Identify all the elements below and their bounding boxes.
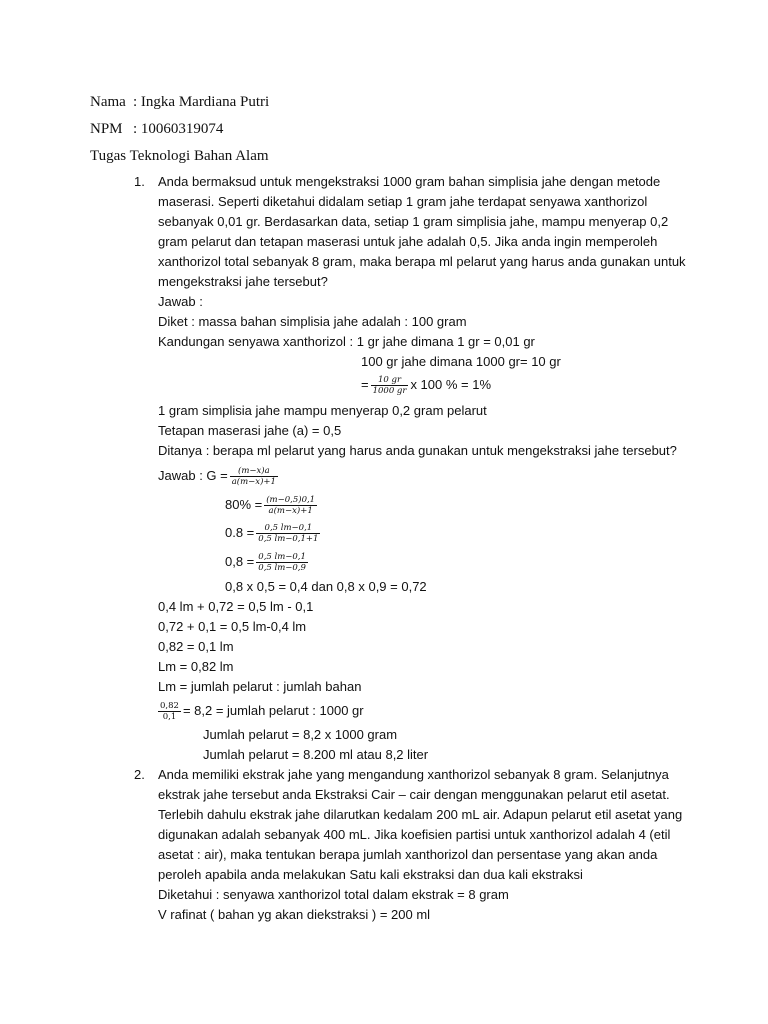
- calc2-suffix: x 100 % = 1%: [410, 377, 492, 392]
- q2-vrafinat: V rafinat ( bahan yg akan diekstraksi ) = 200 ml: [158, 907, 431, 922]
- q1-kandungan: Kandungan senyawa xanthorizol : 1 gr jahe dimana 1 gr = 0,01 gr: [158, 334, 535, 349]
- eq10-suffix: = 8,2 = jumlah pelarut : 1000 gr: [182, 703, 364, 718]
- q1-line: xanthorizol total sebanyak 8 gram, maka berapa ml pelarut yang harus anda gunakan untuk: [158, 254, 686, 269]
- jawab-g-prefix: Jawab : G =: [158, 468, 228, 483]
- eq3-denominator: 0,5 lm−0,9: [258, 563, 306, 574]
- eq3-numerator: 0,5 lm−0,1: [258, 552, 306, 563]
- eq2-fraction: [256, 523, 320, 544]
- q1-number: 1.: [134, 174, 145, 189]
- eq1-numerator: (m−0,5)0,1: [266, 495, 316, 506]
- q1-serap: 1 gram simplisia jahe mampu menyerap 0,2 gram pelarut: [158, 403, 487, 418]
- q1-eq11: Jumlah pelarut = 8,2 x 1000 gram: [203, 727, 398, 742]
- calc2-fraction: [371, 375, 409, 396]
- q1-calc2: [361, 372, 491, 398]
- q1-diket: Diket : massa bahan simplisia jahe adalah : 100 gram: [158, 314, 467, 329]
- q1-eq2: [225, 519, 322, 547]
- q1-eq5: 0,4 lm + 0,72 = 0,5 lm - 0,1: [158, 599, 314, 614]
- q1-tetapan: Tetapan maserasi jahe (a) = 0,5: [158, 423, 342, 438]
- q2-line: asetat : air), maka tentukan berapa jumlah xanthorizol dan persentase yang akan anda: [158, 847, 658, 862]
- calc2-numerator: 10 gr: [371, 375, 409, 386]
- q1-eq7: 0,82 = 0,1 lm: [158, 639, 234, 654]
- q1-eq9: Lm = jumlah pelarut : jumlah bahan: [158, 679, 362, 694]
- eq3-fraction: [256, 552, 308, 573]
- calc2-prefix: =: [361, 377, 369, 392]
- eq10-fraction: [158, 701, 181, 722]
- eq10-denominator: 0,1: [162, 712, 177, 723]
- q2-line: ekstrak jahe tersebut anda Ekstraksi Cair – cair dengan menggunakan pelarut etil asetat.: [158, 787, 670, 802]
- q1-line: Anda bermaksud untuk mengekstraksi 1000 gram bahan simplisia jahe dengan metode: [158, 174, 661, 189]
- q1-eq6: 0,72 + 0,1 = 0,5 lm-0,4 lm: [158, 619, 307, 634]
- eq1-denominator: a(m−x)+1: [268, 506, 313, 517]
- q2-line: Anda memiliki ekstrak jahe yang mengandung xanthorizol sebanyak 8 gram. Selanjutnya: [158, 767, 669, 782]
- eq1-prefix: 80% =: [225, 497, 263, 512]
- q1-ditanya: Ditanya : berapa ml pelarut yang harus anda gunakan untuk mengekstraksi jahe tersebut?: [158, 443, 677, 458]
- q1-eq4: 0,8 x 0,5 = 0,4 dan 0,8 x 0,9 = 0,72: [225, 579, 427, 594]
- q1-eq10: [158, 698, 364, 724]
- q1-eq8: Lm = 0,82 lm: [158, 659, 234, 674]
- jawab-g-fraction: [230, 466, 278, 487]
- q2-diketahui: Diketahui : senyawa xanthorizol total dalam ekstrak = 8 gram: [158, 887, 509, 902]
- calc2-denominator: 1000 gr: [372, 386, 407, 397]
- jawab-g-numerator: (m−x)a: [230, 466, 278, 477]
- q1-line: gram pelarut dan tetapan maserasi untuk jahe adalah 0,5. Jika anda ingin memperoleh: [158, 234, 658, 249]
- q1-eq1: [225, 491, 319, 519]
- eq10-numerator: 0,82: [160, 701, 179, 712]
- npm-value: : 10060319074: [133, 121, 224, 137]
- eq2-denominator: 0,5 lm−0,1+1: [258, 534, 319, 545]
- q1-eq12: Jumlah pelarut = 8.200 ml atau 8,2 liter: [203, 747, 429, 762]
- q1-jawab: Jawab :: [158, 294, 203, 309]
- q1-jawab-g: [158, 462, 280, 490]
- course-title: Tugas Teknologi Bahan Alam: [90, 148, 269, 164]
- nama-label: Nama: [90, 94, 126, 110]
- eq3-prefix: 0,8 =: [225, 554, 255, 569]
- q2-line: Terlebih dahulu ekstrak jahe dilarutkan kedalam 200 mL air. Adapun pelarut etil asetat yang: [158, 807, 683, 822]
- q2-line: digunakan adalah sebanyak 400 mL. Jika koefisien partisi untuk xanthorizol adalah 4 (etil: [158, 827, 671, 842]
- q1-line: maserasi. Seperti diketahui didalam setiap 1 gram jahe terdapat senyawa xanthorizol: [158, 194, 648, 209]
- eq2-prefix: 0.8 =: [225, 525, 255, 540]
- q2-number: 2.: [134, 767, 145, 782]
- eq1-fraction: [264, 495, 317, 516]
- q1-calc1: 100 gr jahe dimana 1000 gr= 10 gr: [361, 354, 561, 369]
- q1-eq3: [225, 548, 310, 576]
- q1-line: sebanyak 0,01 gr. Berdasarkan data, setiap 1 gram simplisia jahe, mampu menyerap 0,2: [158, 214, 669, 229]
- q2-line: peroleh apabila anda melakukan Satu kali ekstraksi dan dua kali ekstraksi: [158, 867, 583, 882]
- npm-label: NPM: [90, 121, 123, 137]
- eq2-numerator: 0,5 lm−0,1: [256, 523, 320, 534]
- nama-value: : Ingka Mardiana Putri: [133, 94, 270, 110]
- q1-line: mengekstraksi jahe tersebut?: [158, 274, 328, 289]
- jawab-g-denominator: a(m−x)+1: [231, 477, 276, 488]
